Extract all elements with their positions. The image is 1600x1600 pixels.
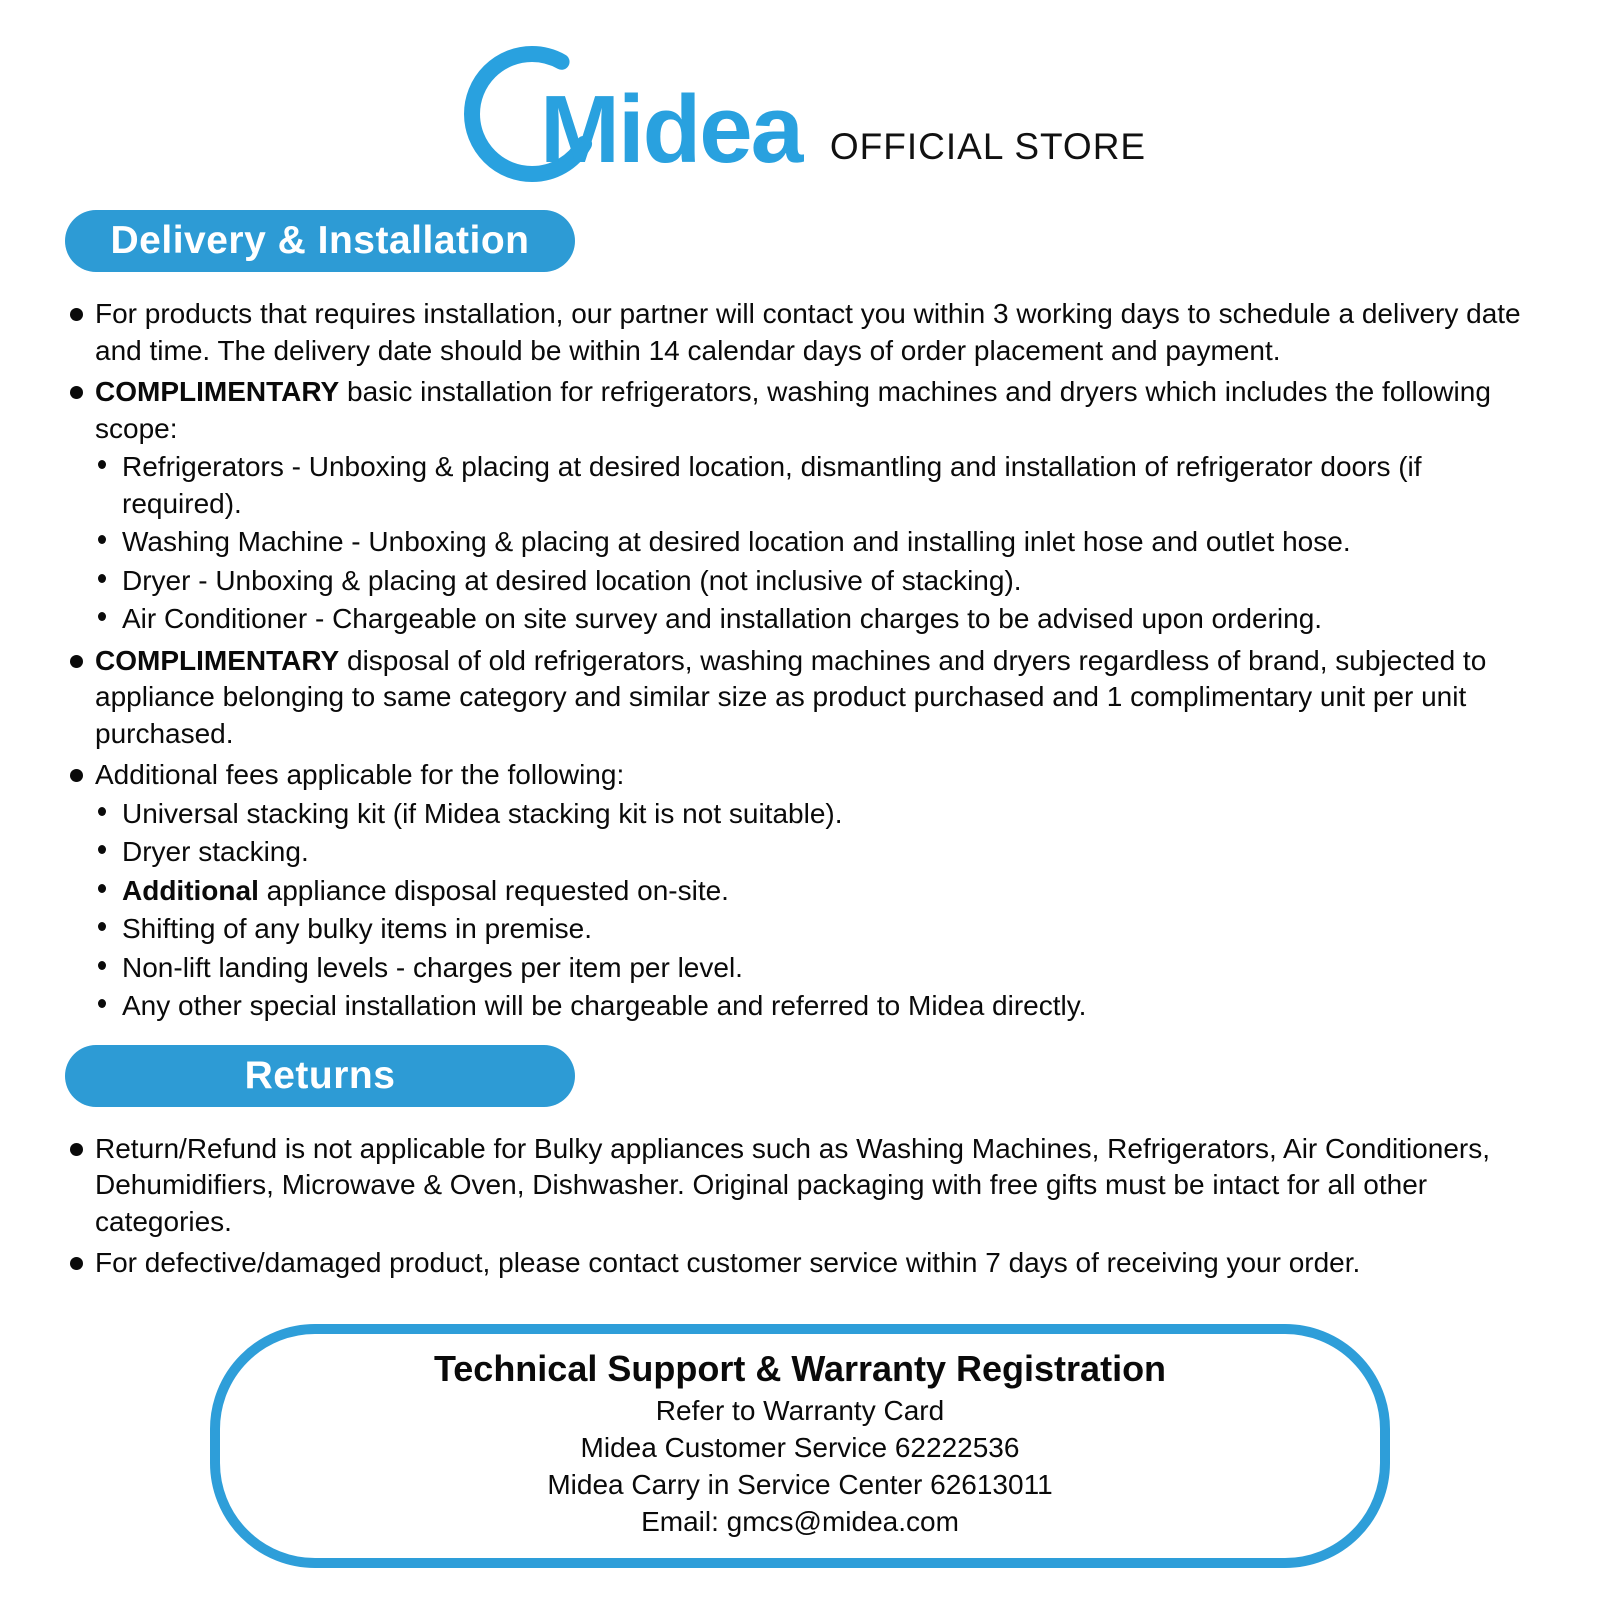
list-item [0,643,1540,753]
list-item [0,911,1540,948]
support-box-line: Midea Customer Service 62222536 [580,1431,1020,1463]
list-item-text: Return/Refund is not applicable for Bulky appliances such as Washing Machines, Refrigerators, Air Conditioners, Dehumidifiers, Microwave & Oven, Dishwasher. Original packaging with free gifts must be intact for all other categories. [95,1132,1490,1237]
list-item [0,757,1540,794]
list-item-text: Air Conditioner - Chargeable on site survey and installation charges to be advised upon ordering. [122,603,1323,634]
bullet-ring-icon [98,961,106,970]
support-box [210,1324,1390,1568]
list-item-text: Additional fees applicable for the following: [95,759,625,790]
bullet-dot-icon [70,769,83,782]
bullet-dot-icon [70,386,83,399]
list-item-text: Non-lift landing levels - charges per item per level. [122,951,743,983]
list-item-text: Additional appliance disposal requested on-site. [122,874,729,906]
list-item [0,296,1540,369]
list-item [0,1131,1540,1241]
bullet-ring-icon [98,922,106,931]
list-item-text: Universal stacking kit (if Midea stacking kit is not suitable). [122,797,843,829]
official-store-label: OFFICIAL STORE [829,126,1147,167]
list-item [0,950,1540,987]
list-item [0,988,1540,1025]
returns-list [0,1131,1600,1282]
list-item [0,796,1540,833]
svg-text:Midea: Midea [539,76,802,183]
list-item [0,449,1540,522]
bullet-dot-icon [70,1143,83,1156]
list-item-text: Shifting of any bulky items in premise. [122,913,592,944]
midea-swoosh-icon [454,38,804,190]
bullet-ring-icon [98,574,106,583]
support-box-title: Technical Support & Warranty Registration [433,1347,1167,1389]
support-box-line: Refer to Warranty Card [655,1394,945,1426]
list-item-text: COMPLIMENTARY disposal of old refrigerators, washing machines and dryers regardless of brand, subjected to appliance belonging to same category and similar size as product purchased and 1 complimentary unit per unit purchased. [95,644,1487,749]
header [0,0,1600,190]
bullet-ring-icon [98,845,106,854]
list-item [0,524,1540,561]
list-item [0,873,1540,910]
bullet-ring-icon [98,884,106,893]
list-item [0,374,1540,447]
list-item-text: Refrigerators - Unboxing & placing at desired location, dismantling and installation of refrigerator doors (if required). [122,451,1422,519]
bullet-dot-icon [70,655,83,668]
list-item [0,563,1540,600]
list-item [0,1245,1540,1282]
list-item-text: Dryer - Unboxing & placing at desired location (not inclusive of stacking). [122,564,1022,596]
support-box-line: Email: gmcs@midea.com [641,1505,959,1537]
delivery-list [0,296,1600,1025]
section-header-delivery: Delivery & Installation [65,210,575,272]
list-item-text: Washing Machine - Unboxing & placing at desired location and installing inlet hose and outlet hose. [122,526,1351,557]
bullet-ring-icon [98,612,106,621]
list-item-text: For defective/damaged product, please contact customer service within 7 days of receiving your order. [95,1247,1361,1278]
bullet-ring-icon [98,535,106,544]
bullet-dot-icon [70,1257,83,1270]
list-item-text: Any other special installation will be chargeable and referred to Midea directly. [122,990,1087,1021]
list-item-text: For products that requires installation, our partner will contact you within 3 working days to schedule a delivery date and time. The delivery date should be within 14 calendar days of order placement and payment. [95,298,1521,366]
bullet-ring-icon [98,460,106,469]
list-item [0,601,1540,638]
list-item-text: COMPLIMENTARY basic installation for refrigerators, washing machines and dryers which includes the following scope: [95,376,1491,444]
section-header-returns: Returns [65,1045,575,1107]
midea-logo [454,38,804,190]
support-box-lines [250,1392,1350,1540]
support-box-line: Midea Carry in Service Center 62613011 [547,1468,1053,1500]
bullet-ring-icon [98,807,106,816]
list-item [0,834,1540,871]
bullet-ring-icon [98,999,106,1008]
bullet-dot-icon [70,308,83,321]
list-item-text: Dryer stacking. [122,836,309,867]
